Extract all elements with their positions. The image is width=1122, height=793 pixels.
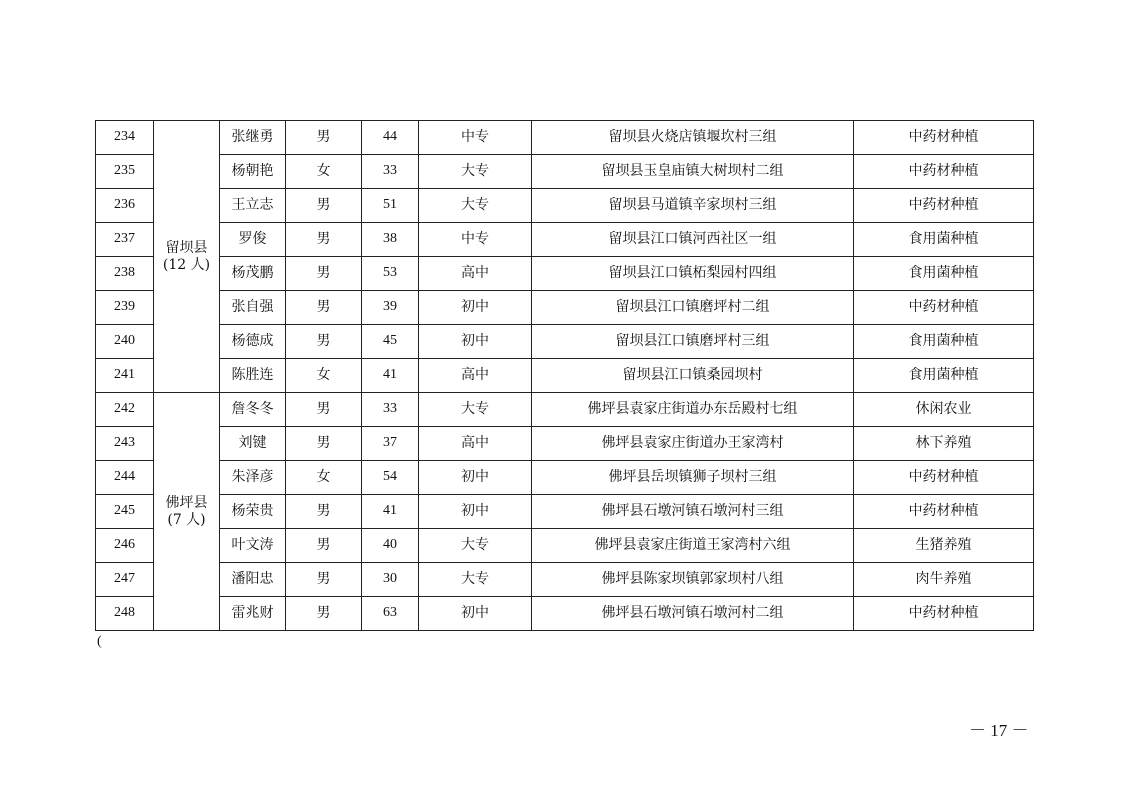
table-row	[96, 121, 1034, 155]
gender-cell: 男	[286, 121, 362, 155]
gender-cell: 男	[286, 223, 362, 257]
person-name-cell: 罗俊	[220, 223, 286, 257]
person-name-cell: 潘阳忠	[220, 563, 286, 597]
page-number: － 17 －	[969, 721, 1029, 740]
address-cell: 留坝县马道镇辛家坝村三组	[532, 189, 854, 223]
table-row	[96, 325, 1034, 359]
gender-cell: 男	[286, 529, 362, 563]
county-cell	[154, 393, 220, 631]
industry-cell: 食用菌种植	[854, 257, 1034, 291]
address-cell: 佛坪县岳坝镇狮子坝村三组	[532, 461, 854, 495]
industry-cell: 食用菌种植	[854, 223, 1034, 257]
table-row	[96, 563, 1034, 597]
education-cell: 初中	[419, 291, 532, 325]
person-name-cell: 杨荣贵	[220, 495, 286, 529]
age-cell: 41	[362, 359, 419, 393]
address-cell: 佛坪县石墩河镇石墩河村三组	[532, 495, 854, 529]
person-name-cell: 詹冬冬	[220, 393, 286, 427]
age-cell: 53	[362, 257, 419, 291]
gender-cell: 男	[286, 427, 362, 461]
table-row	[96, 427, 1034, 461]
row-number-cell: 242	[96, 393, 154, 427]
address-cell: 留坝县玉皇庙镇大树坝村二组	[532, 155, 854, 189]
person-name-cell: 杨朝艳	[220, 155, 286, 189]
education-cell: 大专	[419, 563, 532, 597]
gender-cell: 女	[286, 359, 362, 393]
stray-mark: (	[97, 634, 102, 649]
education-cell: 高中	[419, 257, 532, 291]
age-cell: 45	[362, 325, 419, 359]
table-row	[96, 257, 1034, 291]
age-cell: 41	[362, 495, 419, 529]
education-cell: 中专	[419, 121, 532, 155]
education-cell: 大专	[419, 529, 532, 563]
education-cell: 初中	[419, 325, 532, 359]
row-number-cell: 248	[96, 597, 154, 631]
gender-cell: 男	[286, 291, 362, 325]
table-row	[96, 393, 1034, 427]
county-count: (7 人)	[167, 511, 206, 528]
gender-cell: 男	[286, 325, 362, 359]
table-row	[96, 495, 1034, 529]
industry-cell: 中药材种植	[854, 189, 1034, 223]
person-name-cell: 雷兆财	[220, 597, 286, 631]
row-number-cell: 239	[96, 291, 154, 325]
age-cell: 37	[362, 427, 419, 461]
table-row	[96, 461, 1034, 495]
address-cell: 留坝县江口镇河西社区一组	[532, 223, 854, 257]
education-cell: 大专	[419, 393, 532, 427]
person-name-cell: 朱泽彦	[220, 461, 286, 495]
industry-cell: 肉牛养殖	[854, 563, 1034, 597]
gender-cell: 男	[286, 257, 362, 291]
industry-cell: 中药材种植	[854, 155, 1034, 189]
row-number-cell: 241	[96, 359, 154, 393]
roster-table	[95, 120, 1034, 631]
education-cell: 大专	[419, 189, 532, 223]
table-row	[96, 597, 1034, 631]
age-cell: 33	[362, 393, 419, 427]
industry-cell: 中药材种植	[854, 597, 1034, 631]
address-cell: 留坝县江口镇桑园坝村	[532, 359, 854, 393]
age-cell: 38	[362, 223, 419, 257]
gender-cell: 男	[286, 393, 362, 427]
row-number-cell: 238	[96, 257, 154, 291]
education-cell: 初中	[419, 495, 532, 529]
gender-cell: 男	[286, 563, 362, 597]
address-cell: 佛坪县袁家庄街道办王家湾村	[532, 427, 854, 461]
row-number-cell: 240	[96, 325, 154, 359]
education-cell: 高中	[419, 359, 532, 393]
person-name-cell: 刘键	[220, 427, 286, 461]
education-cell: 高中	[419, 427, 532, 461]
address-cell: 留坝县江口镇柘梨园村四组	[532, 257, 854, 291]
address-cell: 佛坪县石墩河镇石墩河村二组	[532, 597, 854, 631]
industry-cell: 休闲农业	[854, 393, 1034, 427]
row-number-cell: 246	[96, 529, 154, 563]
address-cell: 留坝县江口镇磨坪村二组	[532, 291, 854, 325]
industry-cell: 中药材种植	[854, 461, 1034, 495]
industry-cell: 食用菌种植	[854, 359, 1034, 393]
person-name-cell: 叶文涛	[220, 529, 286, 563]
row-number-cell: 243	[96, 427, 154, 461]
address-cell: 佛坪县袁家庄街道王家湾村六组	[532, 529, 854, 563]
row-number-cell: 235	[96, 155, 154, 189]
gender-cell: 男	[286, 189, 362, 223]
county-cell	[154, 121, 220, 393]
age-cell: 54	[362, 461, 419, 495]
gender-cell: 男	[286, 597, 362, 631]
age-cell: 30	[362, 563, 419, 597]
table-row	[96, 291, 1034, 325]
person-name-cell: 杨德成	[220, 325, 286, 359]
table-row	[96, 189, 1034, 223]
county-name: 佛坪县	[165, 494, 208, 511]
table-row	[96, 223, 1034, 257]
industry-cell: 生猪养殖	[854, 529, 1034, 563]
industry-cell: 中药材种植	[854, 291, 1034, 325]
row-number-cell: 237	[96, 223, 154, 257]
roster-body	[96, 121, 1034, 631]
row-number-cell: 247	[96, 563, 154, 597]
address-cell: 留坝县江口镇磨坪村三组	[532, 325, 854, 359]
industry-cell: 中药材种植	[854, 495, 1034, 529]
person-name-cell: 王立志	[220, 189, 286, 223]
address-cell: 佛坪县袁家庄街道办东岳殿村七组	[532, 393, 854, 427]
person-name-cell: 张自强	[220, 291, 286, 325]
age-cell: 39	[362, 291, 419, 325]
table-row	[96, 359, 1034, 393]
county-name: 留坝县	[165, 239, 208, 256]
education-cell: 初中	[419, 461, 532, 495]
table-row	[96, 155, 1034, 189]
education-cell: 大专	[419, 155, 532, 189]
industry-cell: 食用菌种植	[854, 325, 1034, 359]
person-name-cell: 杨茂鹏	[220, 257, 286, 291]
education-cell: 中专	[419, 223, 532, 257]
gender-cell: 女	[286, 461, 362, 495]
row-number-cell: 236	[96, 189, 154, 223]
address-cell: 留坝县火烧店镇堰坎村三组	[532, 121, 854, 155]
address-cell: 佛坪县陈家坝镇郭家坝村八组	[532, 563, 854, 597]
age-cell: 51	[362, 189, 419, 223]
age-cell: 63	[362, 597, 419, 631]
education-cell: 初中	[419, 597, 532, 631]
person-name-cell: 陈胜连	[220, 359, 286, 393]
gender-cell: 女	[286, 155, 362, 189]
industry-cell: 中药材种植	[854, 121, 1034, 155]
table-row	[96, 529, 1034, 563]
industry-cell: 林下养殖	[854, 427, 1034, 461]
age-cell: 33	[362, 155, 419, 189]
row-number-cell: 245	[96, 495, 154, 529]
county-count: (12 人)	[162, 256, 211, 273]
age-cell: 40	[362, 529, 419, 563]
person-name-cell: 张继勇	[220, 121, 286, 155]
row-number-cell: 244	[96, 461, 154, 495]
age-cell: 44	[362, 121, 419, 155]
row-number-cell: 234	[96, 121, 154, 155]
gender-cell: 男	[286, 495, 362, 529]
